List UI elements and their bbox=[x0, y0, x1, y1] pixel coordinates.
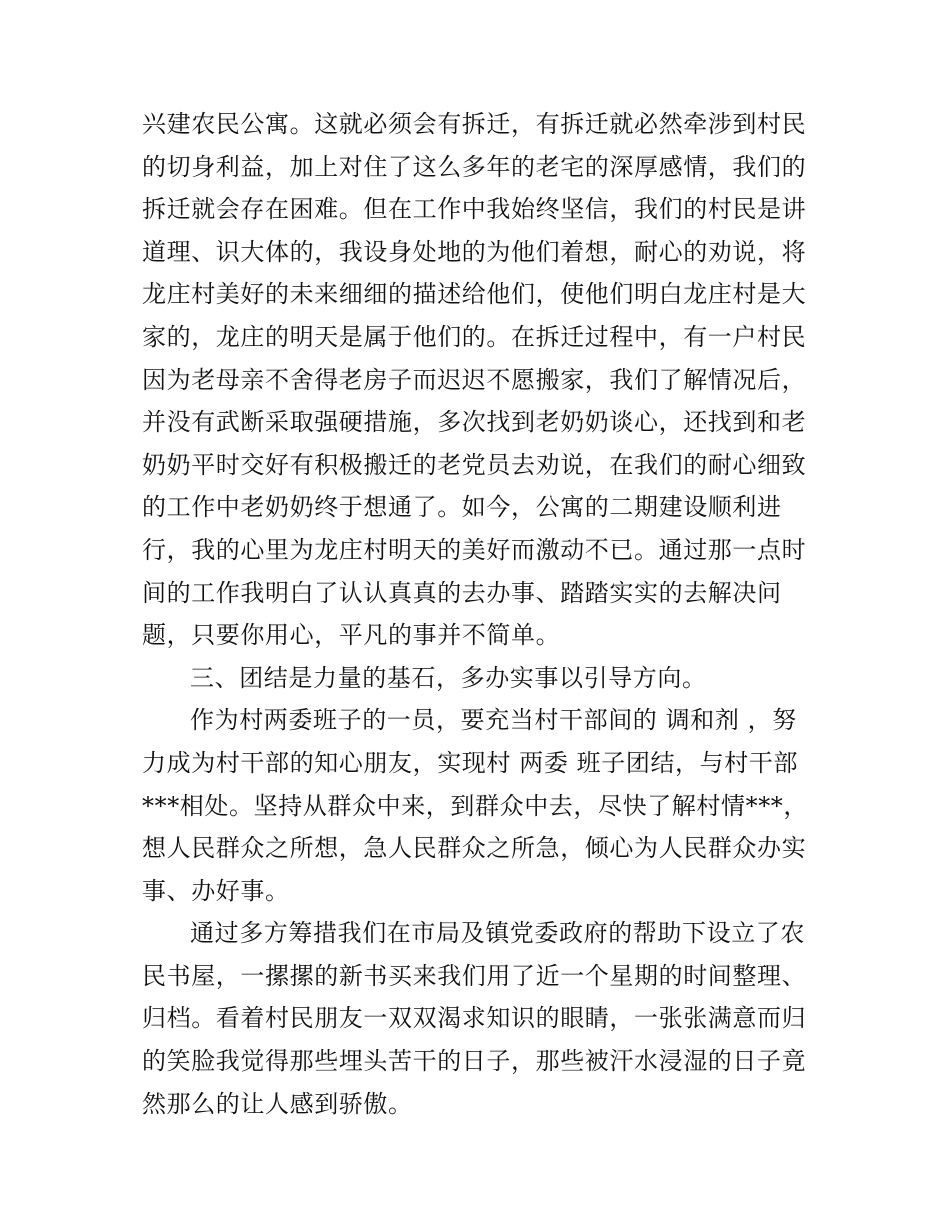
section-heading: 三、团结是力量的基石，多办实事以引导方向。 bbox=[190, 663, 707, 692]
text-line: 题，只要你用心，平凡的事并不简单。 bbox=[142, 621, 561, 650]
text-line: 力成为村干部的知心朋友，实现村 两委 班子团结，与村干部 bbox=[142, 748, 799, 777]
text-line: 因为老母亲不舍得老房子而迟迟不愿搬家，我们了解情况后， bbox=[142, 365, 807, 394]
text-line: 想人民群众之所想，急人民群众之所急，倾心为人民群众办实 bbox=[142, 834, 807, 863]
text-line: 间的工作我明白了认认真真的去办事、踏踏实实的去解决问 bbox=[142, 578, 782, 607]
text-line: 归档。看着村民朋友一双双渴求知识的眼睛，一张张满意而归 bbox=[142, 1004, 807, 1033]
text-line: 通过多方筹措我们在市局及镇党委政府的帮助下设立了农 bbox=[190, 919, 805, 948]
text-line: 道理、识大体的，我设身处地的为他们着想，耐心的劝说，将 bbox=[142, 237, 807, 266]
text-line: 的笑脸我觉得那些埋头苦干的日子，那些被汗水浸湿的日子竟 bbox=[142, 1047, 807, 1076]
text-line: 拆迁就会存在困难。但在工作中我始终坚信，我们的村民是讲 bbox=[142, 195, 807, 224]
text-line: 的工作中老奶奶终于想通了。如今，公寓的二期建设顺利进 bbox=[142, 493, 782, 522]
text-line: 然那么的让人感到骄傲。 bbox=[142, 1089, 413, 1118]
text-line: 事、办好事。 bbox=[142, 876, 290, 905]
text-line: 家的，龙庄的明天是属于他们的。在拆迁过程中，有一户村民 bbox=[142, 322, 807, 351]
text-line: 龙庄村美好的未来细细的描述给他们，使他们明白龙庄村是大 bbox=[142, 280, 807, 309]
text-line: ***相处。坚持从群众中来，到群众中去，尽快了解村情***， bbox=[142, 791, 808, 820]
text-line: 行，我的心里为龙庄村明天的美好而激动不已。通过那一点时 bbox=[142, 535, 807, 564]
text-line: 奶奶平时交好有积极搬迁的老党员去劝说，在我们的耐心细致 bbox=[142, 450, 807, 479]
text-line: 民书屋，一摞摞的新书买来我们用了近一个星期的时间整理、 bbox=[142, 961, 807, 990]
text-line: 的切身利益，加上对住了这么多年的老宅的深厚感情，我们的 bbox=[142, 152, 807, 181]
document-body bbox=[142, 103, 812, 1125]
text-line: 作为村两委班子的一员，要充当村干部间的 调和剂 ，努 bbox=[190, 706, 797, 735]
text-line: 兴建农民公寓。这就必须会有拆迁，有拆迁就必然牵涉到村民 bbox=[142, 110, 807, 138]
text-line: 并没有武断采取强硬措施，多次找到老奶奶谈心，还找到和老 bbox=[142, 408, 807, 437]
